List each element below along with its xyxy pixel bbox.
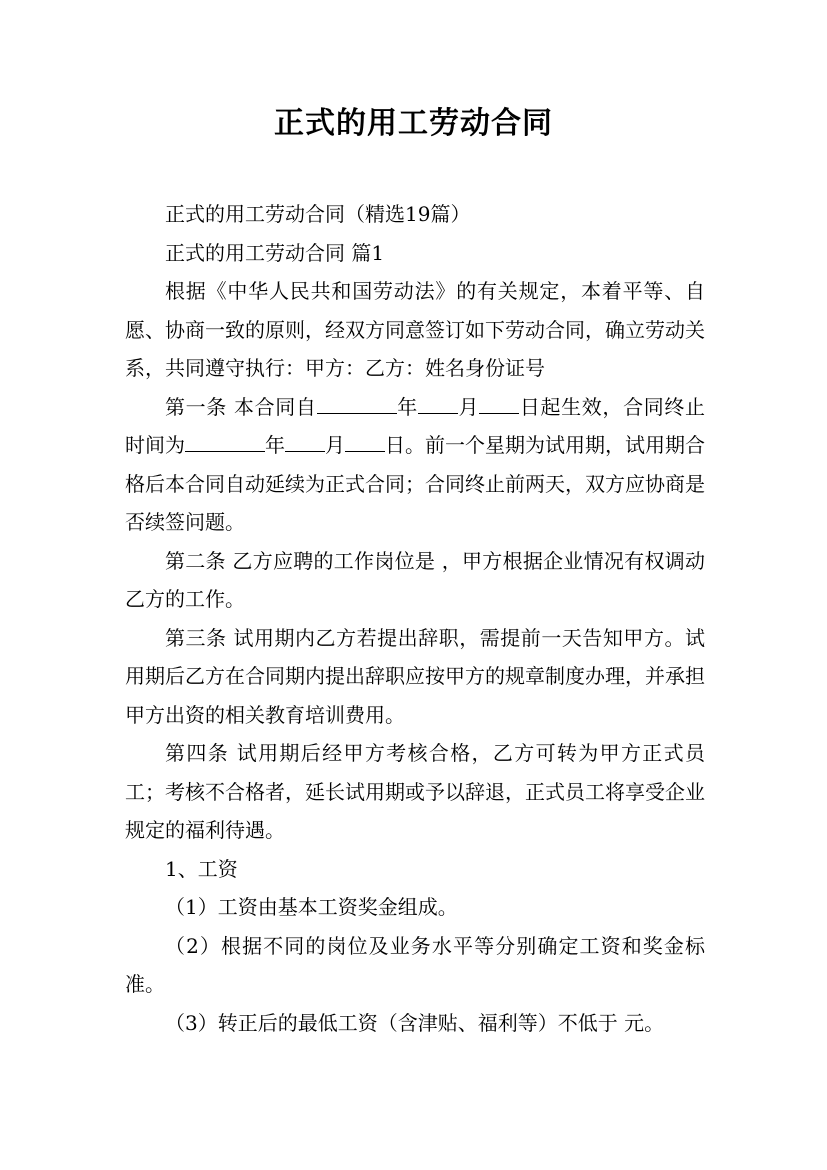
- article1-year-2: 年: [265, 433, 285, 457]
- paragraph-article-3: 第三条 试用期内乙方若提出辞职，需提前一天告知甲方。试用期后乙方在合同期内提出辞职应按甲方的规章制度办理，并承担甲方出资的相关教育培训费用。: [125, 625, 705, 727]
- article1-year-1: 年: [396, 394, 418, 419]
- paragraph-article-2: 第二条 乙方应聘的工作岗位是 ，甲方根据企业情况有权调动乙方的工作。: [125, 548, 705, 611]
- paragraph-wage-item-3: （3）转正后的最低工资（含津贴、福利等）不低于 元。: [165, 1010, 665, 1035]
- paragraph-section-heading: 正式的用工劳动合同 篇1: [165, 240, 385, 265]
- paragraph-wage-heading: 1、工资: [165, 856, 238, 881]
- blank-line: [317, 393, 397, 414]
- blank-line: [285, 431, 325, 452]
- article1-day-1: 日起生效，合同终止时间为: [125, 394, 706, 457]
- blank-line: [185, 431, 265, 452]
- blank-line: [345, 431, 385, 452]
- article1-rest: 日。前一个星期为试用期，试用期合格后本合同自动延续为正式合同；合同终止前两天，双方应协商是否续签问题。: [125, 433, 705, 534]
- paragraph-article-4: 第四条 试用期后经甲方考核合格，乙方可转为甲方正式员工；考核不合格者，延长试用期或予以辞退，正式员工将享受企业规定的福利待遇。: [125, 741, 705, 842]
- article1-month-2: 月: [325, 433, 345, 457]
- paragraph-wage-item-2: （2）根据不同的岗位及业务水平等分别确定工资和奖金标准。: [125, 933, 705, 996]
- document-title: 正式的用工劳动合同: [274, 106, 553, 141]
- paragraph-preamble: 根据《中华人民共和国劳动法》的有关规定，本着平等、自愿、协商一致的原则，经双方同意签订如下劳动合同，确立劳动关系，共同遵守执行：甲方：乙方：姓名身份证号: [125, 279, 705, 380]
- article1-month-1: 月: [457, 394, 480, 419]
- paragraph-wage-item-1: （1）工资由基本工资奖金组成。: [165, 895, 458, 919]
- document-body: [125, 195, 705, 1042]
- blank-line: [479, 393, 519, 414]
- article1-lead: 第一条 本合同自: [165, 394, 317, 419]
- paragraph-article-1: [125, 388, 705, 542]
- paragraph-subtitle: 正式的用工劳动合同（精选19篇）: [165, 202, 471, 226]
- blank-line: [418, 393, 458, 414]
